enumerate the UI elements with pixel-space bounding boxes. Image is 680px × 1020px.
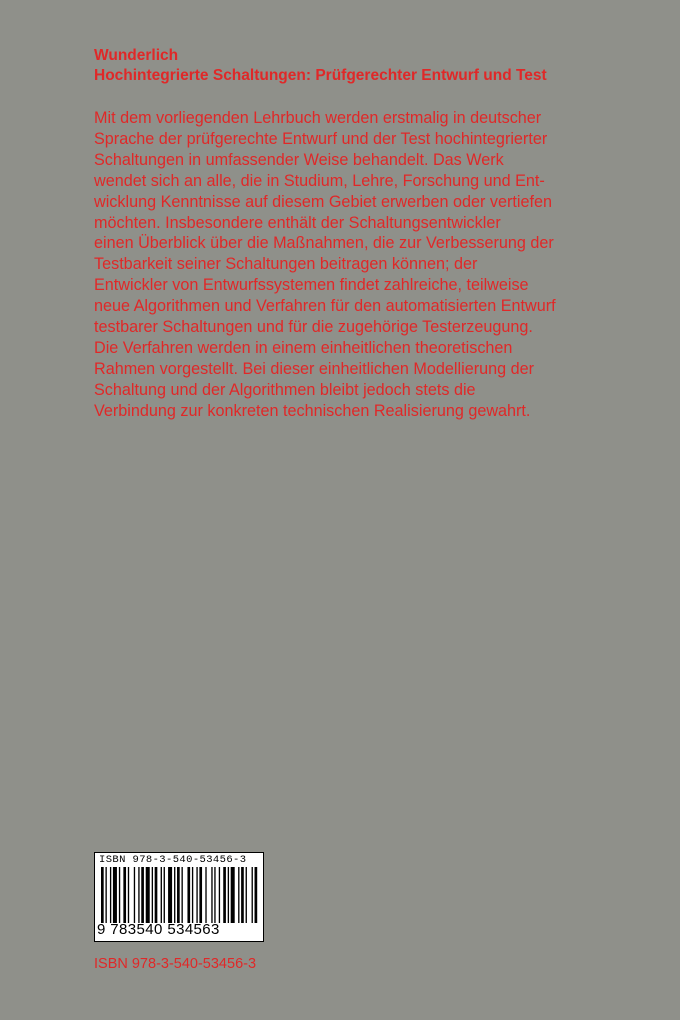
barcode-isbn-label: ISBN 978-3-540-53456-3: [99, 854, 247, 866]
blurb-line: Schaltungen in umfassender Weise behandelt. Das Werk: [94, 150, 504, 169]
barcode-bar: [134, 867, 135, 923]
blurb-line: Die Verfahren werden in einem einheitlichen theoretischen: [94, 338, 513, 357]
barcode-bar: [246, 867, 247, 923]
isbn-text: ISBN 978-3-540-53456-3: [94, 956, 257, 972]
barcode-bar: [199, 867, 202, 923]
blurb-line: Verbindung zur konkreten technischen Realisierung gewahrt.: [94, 401, 531, 420]
barcode-bar: [105, 867, 106, 923]
barcode-digits: 9 783540 534563: [97, 921, 220, 938]
barcode-bar: [255, 867, 258, 923]
blurb-line: Mit dem vorliegenden Lehrbuch werden erstmalig in deutscher: [94, 109, 542, 127]
isbn-barcode: [94, 852, 264, 942]
barcode-bar: [101, 867, 104, 923]
barcode-bar: [113, 867, 117, 923]
barcode-bar: [164, 867, 165, 923]
barcode-bar: [192, 867, 193, 923]
barcode-bar: [110, 867, 111, 923]
barcode-bar: [252, 867, 253, 923]
barcode-bar: [187, 867, 190, 923]
blurb-line: testbarer Schaltungen und für die zugehörige Testerzeugung.: [94, 318, 533, 337]
blurb-line: Rahmen vorgestellt. Bei dieser einheitlichen Modellierung der: [94, 359, 535, 378]
barcode-bar: [238, 867, 239, 923]
blurb-line: Entwickler von Entwurfssystemen findet zahlreiche, teilweise: [94, 276, 529, 295]
barcode-bar: [155, 867, 158, 923]
barcode-bar: [141, 867, 144, 923]
barcode-bar: [205, 867, 206, 923]
blurb-line: Sprache der prüfgerechte Entwurf und der Test hochintegrierter: [94, 129, 548, 148]
barcode-bar: [219, 867, 220, 923]
book-title: Hochintegrierte Schaltungen: Prüfgerechter Entwurf und Test: [94, 67, 547, 84]
blurb-line: einen Überblick über die Maßnahmen, die zur Verbesserung der: [94, 234, 554, 253]
barcode-bar: [231, 867, 235, 923]
barcode-bar: [223, 867, 226, 923]
blurb-paragraph: [94, 108, 614, 422]
barcode-bar: [228, 867, 229, 923]
barcode-bar: [128, 867, 129, 923]
blurb-line: neue Algorithmen und Verfahren für den automatisierten Entwurf: [94, 297, 556, 316]
barcode-bar: [196, 867, 197, 923]
blurb-line: wicklung Kenntnisse auf diesem Gebiet erwerben oder vertiefen: [94, 192, 553, 211]
barcode-bar: [138, 867, 139, 923]
author-name: Wunderlich: [94, 47, 179, 64]
barcode-bar: [174, 867, 175, 923]
blurb-line: Schaltung und der Algorithmen bleibt jedoch stets die: [94, 380, 476, 399]
barcode-bar: [211, 867, 212, 923]
barcode-bar: [241, 867, 244, 923]
barcode-bar: [123, 867, 126, 923]
blurb-line: wendet sich an alle, die in Studium, Lehre, Forschung und Ent-: [94, 171, 545, 190]
blurb-line: Testbarkeit seiner Schaltungen beitragen können; der: [94, 255, 478, 274]
barcode-bar: [177, 867, 180, 923]
barcode-bar: [146, 867, 150, 923]
barcode-bar: [119, 867, 120, 923]
barcode-bar: [168, 867, 172, 923]
barcode-bar: [152, 867, 153, 923]
barcode-bar: [214, 867, 215, 923]
barcode-bars: [101, 867, 259, 923]
blurb-line: möchten. Insbesondere enthält der Schaltungsentwickler: [94, 213, 501, 232]
barcode-bar: [161, 867, 162, 923]
barcode-bar: [181, 867, 182, 923]
